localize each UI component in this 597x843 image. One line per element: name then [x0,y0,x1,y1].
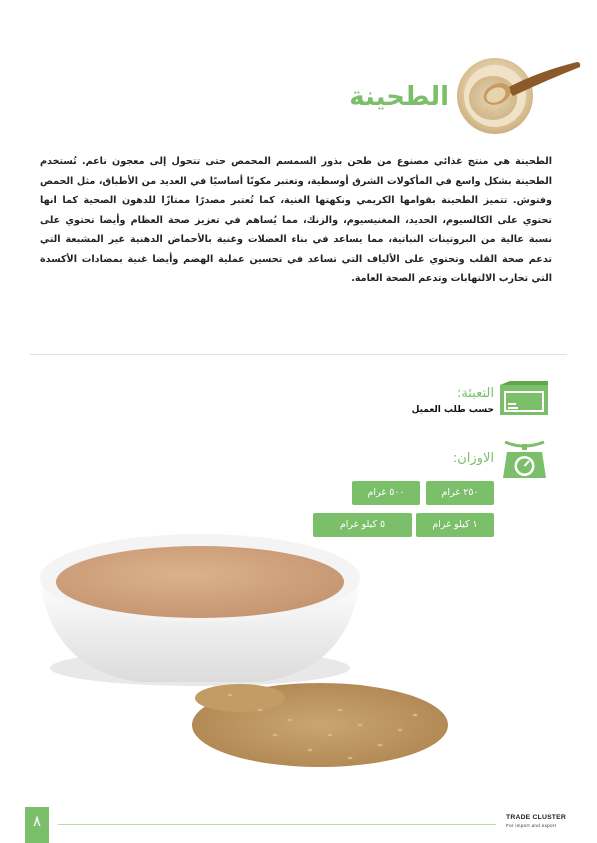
weight-option-250g: ٢٥٠ غرام [426,481,494,505]
section-divider [30,354,567,355]
weight-option-500g: ٥٠٠ غرام [352,481,420,505]
weight-option-5kg: ٥ كيلو غرام [313,513,412,537]
page-number: ٨ [32,812,42,830]
scale-icon [501,436,548,480]
brand-name: TRADE CLUSTER [506,814,566,821]
footer-line [58,824,496,825]
page-title: الطحينة [349,82,449,112]
box-icon [498,381,550,417]
weight-option-1kg: ١ كيلو غرام [416,513,494,537]
packaging-value: حسب طلب العميل [411,405,494,415]
weights-title: الاوزان: [452,451,494,466]
tahini-bowl-image [30,520,460,780]
product-description: الطحينة هي منتج غذائي مصنوع من طحن بذور السمسم المحمص حتى تتحول إلى معجون ناعم. تُستخدم الطحينة بشكل واسع في المأكولات الشرق أوسطية، وتعتبر مكونًا أساسيًا في العديد من الأطباق، مثل الحمص وفتوش. تتميز الطحينة بقوامها الكريمي ونكهتها الغنية، كما تُعتبر مصدرًا ممتازًا للدهون الصحية كما انها تحتوي على الكالسيوم، الحديد، المغنيسيوم، والزنك، مما يُساهم في تعزيز صحة العظام وأيضا تحتوي على نسبة عالية من البروتينات النباتية، مما يساعد في بناء العضلات وغنية بالأحماض الدهنية غير المشبعة التي تدعم صحة القلب وتحتوي على الألياف التي تساعد في تحسين عملية الهضم وأيضا غنية بمضادات الأكسدة التي تحارب الالتهابات وتدعم الصحة العامة. [40,156,552,284]
brand-tagline: For import and export [506,823,557,828]
tahini-spoon-image [457,54,583,140]
packaging-title: التعبئة: [457,386,494,401]
